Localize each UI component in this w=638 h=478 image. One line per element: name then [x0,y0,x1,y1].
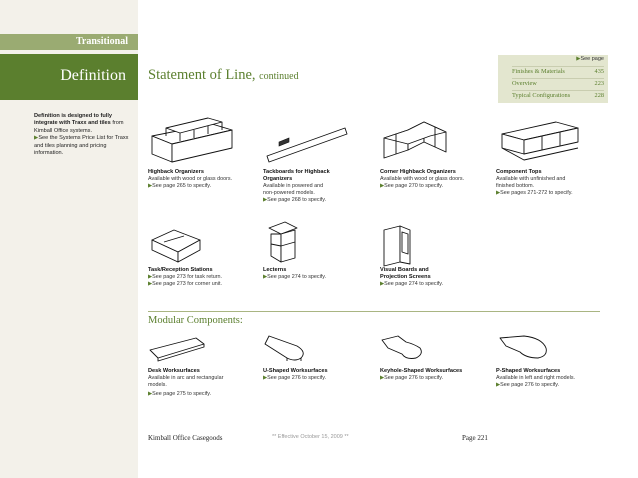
page-reference-header-text: See page [580,56,604,62]
row-label: Finishes & Materials [512,68,565,75]
intro-note: See the Systems Price List for Traxx and tiles planning and pricing information. [34,135,129,157]
corner-organizer-drawing [380,114,470,164]
intro-bold: Definition is designed to fully integrate with Traxx and tiles [34,113,113,127]
product-name: Component Tops [496,169,542,175]
arrow-icon: ▶ [380,375,385,381]
product-description: Available with wood or glass doors. [380,176,465,182]
product-description [148,274,222,281]
product-see [496,190,573,197]
page-reference-header [576,56,604,62]
product-see-text: See page 265 to specify. [152,183,212,189]
row-label: Typical Configurations [512,92,571,99]
product-description-2: finished bottom. [496,183,535,189]
product-see [148,183,211,190]
page-reference-row [512,78,604,89]
tackboard-drawing [263,114,353,164]
product-description-2: models. [148,382,167,388]
arrow-icon: ▶ [148,391,153,397]
product-description: Available in powered and [263,183,324,189]
product-name: Desk Worksurfaces [148,368,200,374]
product-description-text-2: See page 273 for corner unit. [152,281,222,287]
product-description: Available with wood or glass doors. [148,176,233,182]
product-see [380,281,443,288]
transitional-band [0,34,138,50]
product-see-text: See pages 271-272 to specify. [500,190,573,196]
product-see-text: See page 274 to specify. [267,274,327,280]
lectern-drawing [263,222,353,266]
arrow-icon: ▶ [496,190,501,196]
product-see [263,197,326,204]
arrow-icon: ▶ [148,274,153,280]
arrow-icon: ▶ [576,56,581,62]
page-title-main: Statement of Line, [148,67,256,83]
product-name-2: Organizers [263,176,293,182]
u-shaped-worksurface-drawing [263,332,353,366]
product-see [263,375,326,382]
arrow-icon: ▶ [380,281,385,287]
footer-page-number: Page 221 [462,434,488,442]
desk-worksurface-drawing [148,332,238,366]
product-see [380,375,443,382]
arrow-icon: ▶ [263,197,268,203]
arrow-icon: ▶ [263,274,268,280]
product-name: Keyhole-Shaped Worksurfaces [380,368,463,374]
product-description-2 [148,281,222,288]
product-description-2: non-powered models. [263,190,315,196]
product-see [148,391,211,398]
row-page: 228 [594,92,604,99]
arrow-icon: ▶ [148,183,153,189]
product-name-2: Projection Screens [380,274,431,280]
modular-title: Modular Components: [148,315,243,326]
product-name: Tackboards for Highback [263,169,330,175]
arrow-icon: ▶ [148,281,153,287]
page-reference-table [498,55,608,103]
p-shaped-worksurface-drawing [496,332,586,366]
page-title [148,67,299,84]
component-top-drawing [496,114,586,164]
definition-label: Definition [60,67,126,84]
keyhole-worksurface-drawing [380,332,470,366]
product-name: Visual Boards and [380,267,429,273]
product-description: Available in arc and rectangular [148,375,224,381]
footer-effective-date: ** Effective October 15, 2009 ** [272,434,349,440]
product-see [263,274,326,281]
product-name: U-Shaped Worksurfaces [263,368,328,374]
intro-text [34,113,134,157]
product-name: Corner Highback Organizers [380,169,456,175]
arrow-icon: ▶ [263,375,268,381]
row-label: Overview [512,80,537,87]
product-description-text: See page 273 for task return. [152,274,222,280]
product-see-text: See page 270 to specify. [384,183,444,189]
product-see-text: See page 268 to specify. [267,197,327,203]
transitional-label: Transitional [75,36,128,47]
arrow-icon: ▶ [380,183,385,189]
definition-band [0,54,138,100]
product-description: Available in left and right models. [496,375,576,381]
product-see-text: See page 276 to specify. [500,382,560,388]
product-see-text: See page 275 to specify. [152,391,212,397]
product-see-text: See page 276 to specify. [267,375,327,381]
product-see [380,183,443,190]
intro-rest: from Kimball Office systems. [34,120,124,134]
page-reference-row [512,66,604,77]
visual-board-drawing [380,222,470,266]
row-page: 435 [594,68,604,75]
row-page: 223 [594,80,604,87]
footer-catalog-name: Kimball Office Casegoods [148,434,223,442]
product-name: Lecterns [263,267,287,273]
reception-station-drawing [148,222,238,266]
section-divider [148,311,600,312]
product-see-text: See page 276 to specify. [384,375,444,381]
page-reference-row [512,90,604,101]
arrow-icon: ▶ [496,382,501,388]
product-see-text: See page 274 to specify. [384,281,444,287]
product-name: Highback Organizers [148,169,204,175]
highback-organizer-drawing [148,114,238,164]
product-description: Available with unfinished and [496,176,566,182]
product-name: P-Shaped Worksurfaces [496,368,561,374]
product-see [496,382,559,389]
arrow-icon: ▶ [34,135,39,142]
product-name: Task/Reception Stations [148,267,213,273]
page-title-suffix: continued [259,71,299,82]
